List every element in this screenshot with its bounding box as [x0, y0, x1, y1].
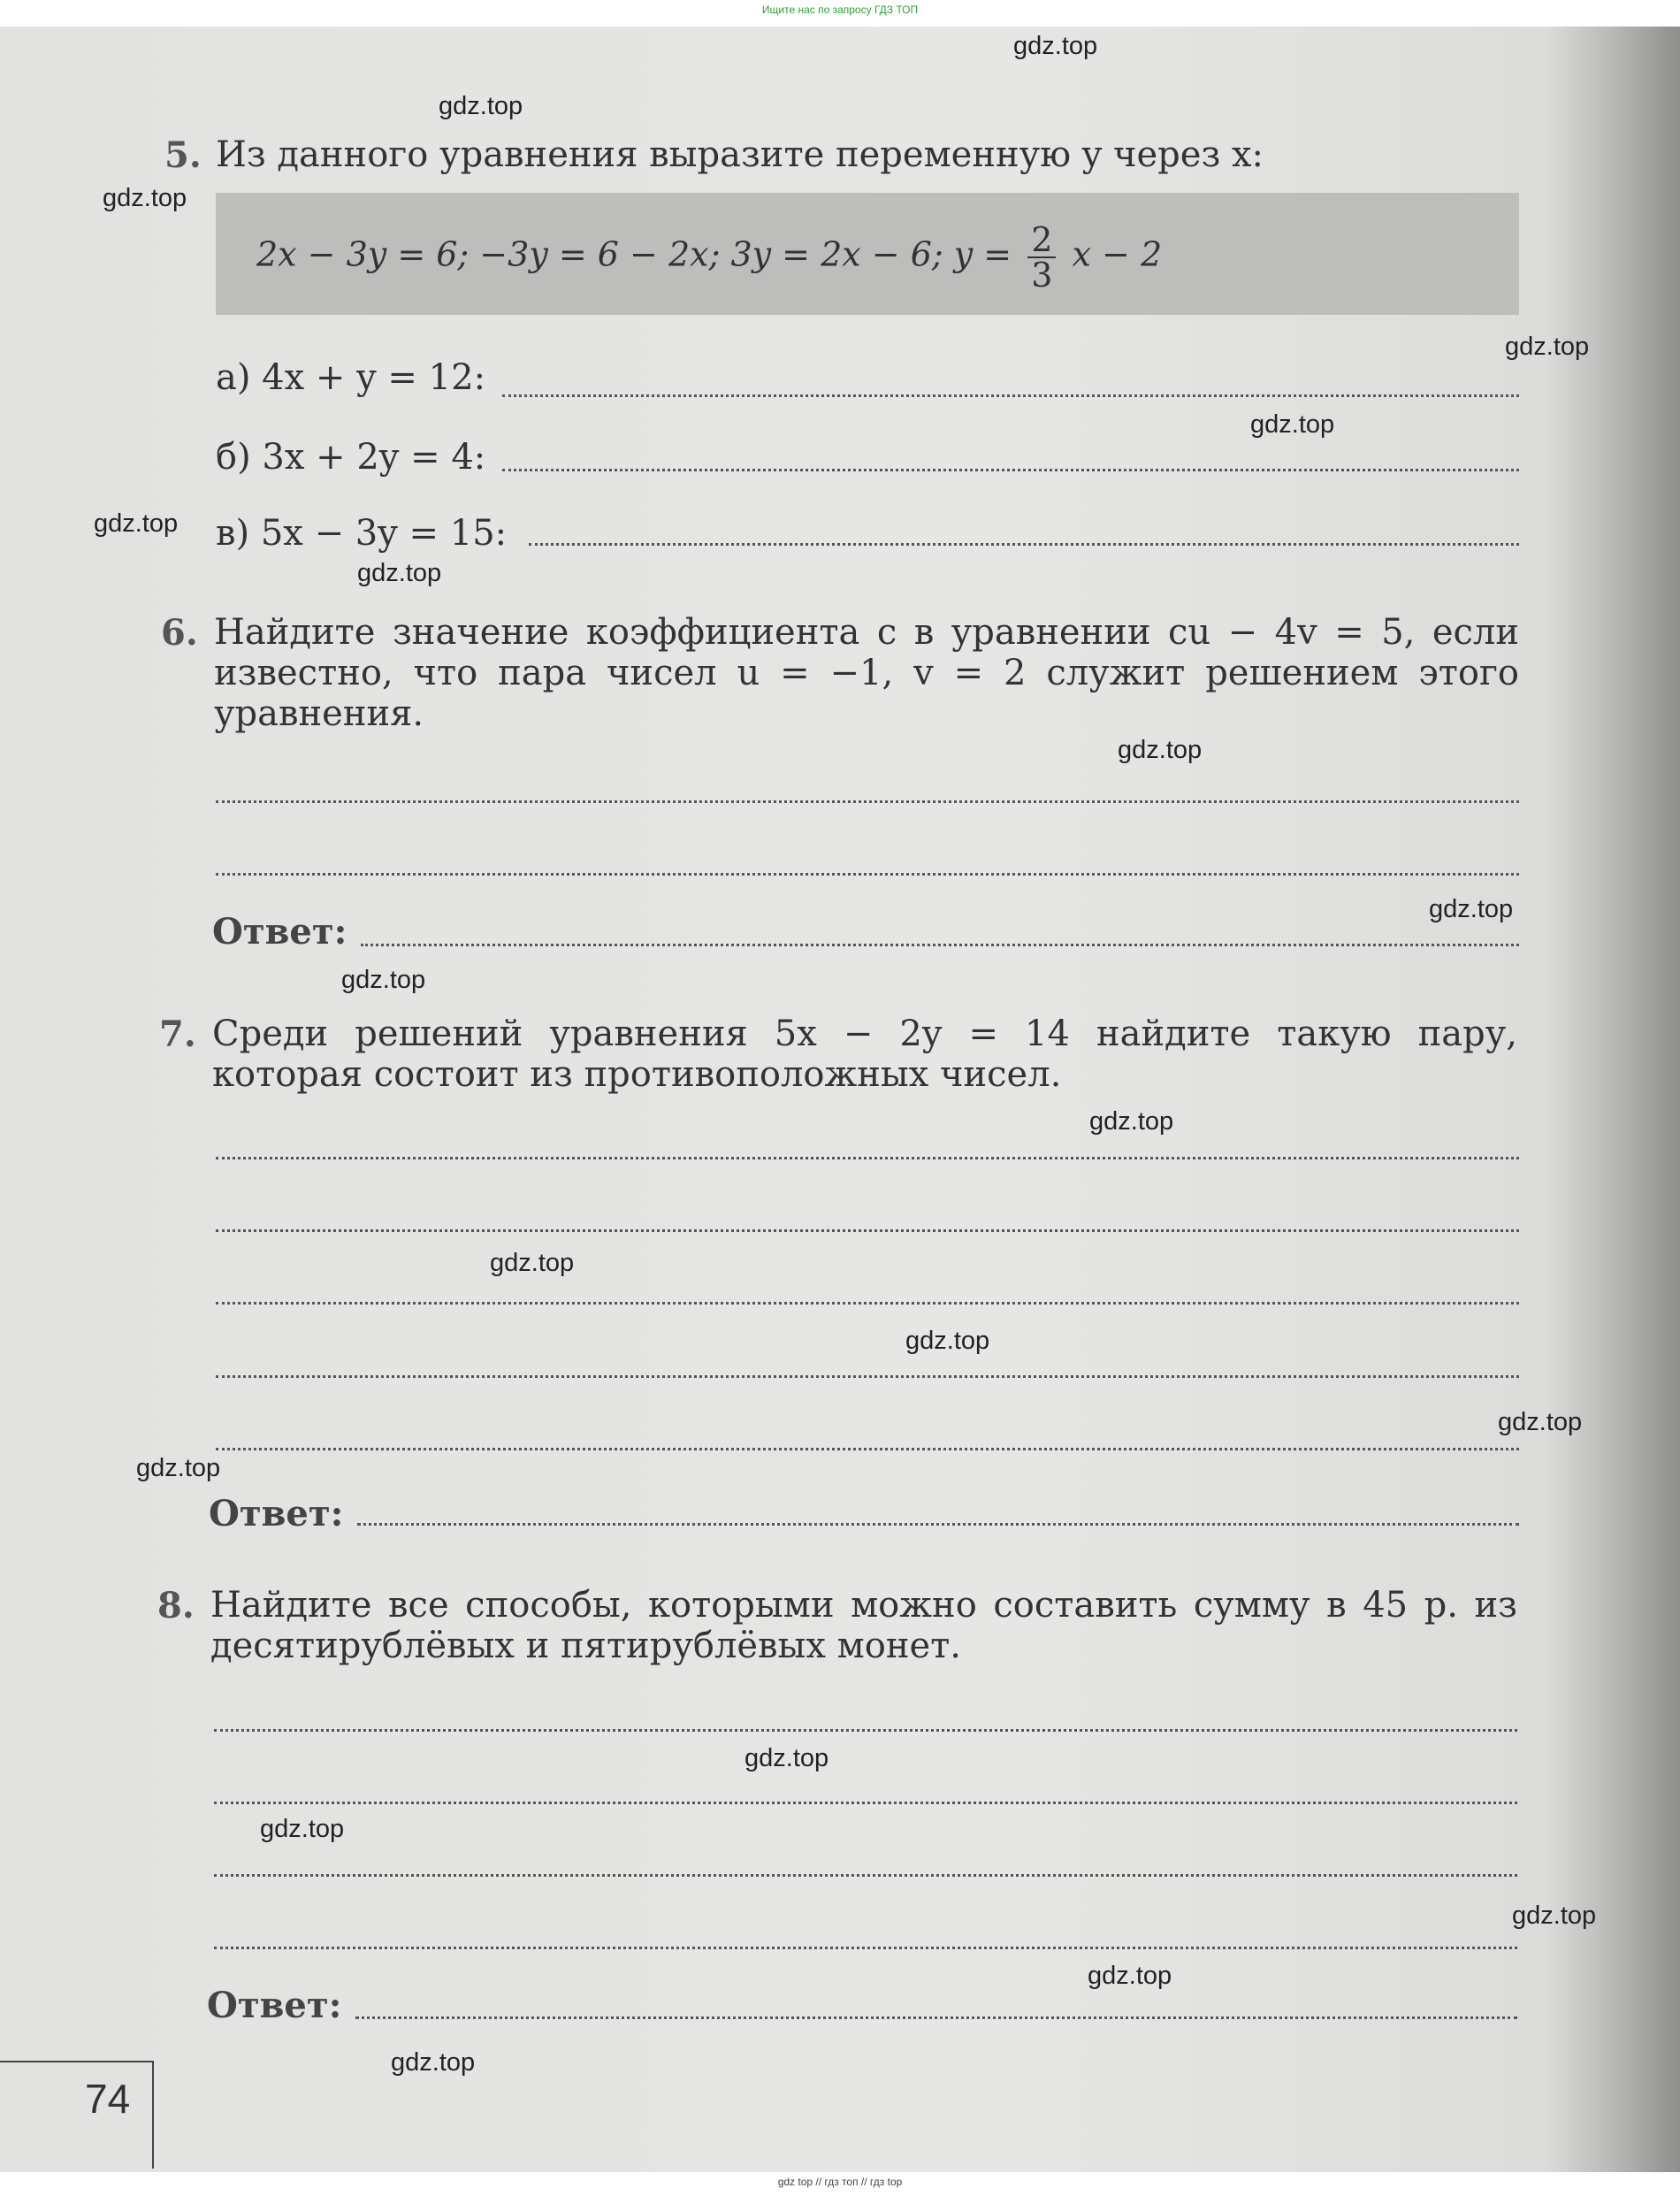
q7-answer-line-2[interactable]	[216, 1229, 1519, 1232]
watermark: gdz.top	[1088, 1962, 1172, 1990]
q8-answer-line-4[interactable]	[214, 1947, 1517, 1949]
watermark: gdz.top	[1250, 410, 1335, 439]
q7-answer-line-1[interactable]	[216, 1157, 1519, 1159]
watermark: gdz.top	[1512, 1901, 1597, 1930]
q5-example-fraction	[1027, 220, 1056, 295]
workbook-page	[0, 27, 1680, 2172]
q5-text: Из данного уравнения выразите переменную y через x:	[216, 134, 1264, 175]
q5-example-tail: x − 2	[1072, 234, 1163, 274]
watermark: gdz.top	[1505, 333, 1590, 361]
q7-number: 7.	[159, 1014, 196, 1055]
bottom-banner[interactable]: gdz top // гдз топ // гдз top	[777, 2176, 903, 2188]
q8-answer-label: Ответ:	[207, 1985, 342, 2026]
watermark: gdz.top	[1013, 32, 1098, 60]
q5-sub-c-answer-line[interactable]	[529, 543, 1519, 546]
q7-answer-field[interactable]	[357, 1523, 1519, 1526]
q5-sub-a: а) 4x + y = 12:	[216, 357, 486, 398]
watermark: gdz.top	[490, 1249, 575, 1277]
q6-number: 6.	[161, 612, 198, 654]
q8-answer-line-2[interactable]	[214, 1802, 1517, 1804]
q5-sub-b: б) 3x + 2y = 4:	[216, 437, 486, 478]
q8-text: Найдите все способы, которыми можно составить сумму в 45 р. из десятирублёвых и пятирублёвых монет.	[210, 1585, 1517, 1666]
watermark: gdz.top	[391, 2048, 476, 2077]
q5-example	[256, 220, 1163, 295]
q8-answer-line-1[interactable]	[214, 1729, 1517, 1732]
q5-number: 5.	[164, 134, 202, 176]
page-number: 74	[85, 2076, 131, 2122]
watermark: gdz.top	[1429, 895, 1514, 923]
q6-answer-line-1[interactable]	[216, 800, 1519, 803]
watermark: gdz.top	[103, 184, 187, 212]
q6-answer-label: Ответ:	[212, 911, 347, 953]
watermark: gdz.top	[341, 966, 426, 994]
watermark: gdz.top	[439, 92, 523, 120]
q5-example-main: 2x − 3y = 6; −3y = 6 − 2x; 3y = 2x − 6; y =	[256, 234, 1012, 274]
q5-sub-c: в) 5x − 3y = 15:	[216, 513, 508, 554]
q8-number: 8.	[157, 1585, 195, 1626]
q6-answer-line-2[interactable]	[216, 873, 1519, 876]
page-number-frame	[0, 2061, 154, 2169]
q7-answer-line-3[interactable]	[216, 1302, 1519, 1305]
q7-answer-line-5[interactable]	[216, 1448, 1519, 1450]
watermark: gdz.top	[1498, 1408, 1583, 1436]
q8-answer-line-3[interactable]	[214, 1874, 1517, 1877]
q5-fraction-numerator: 2	[1027, 223, 1056, 258]
top-banner[interactable]: Ищите нас по запросу ГДЗ ТОП	[761, 4, 919, 16]
watermark: gdz.top	[1089, 1107, 1174, 1136]
watermark: gdz.top	[1118, 736, 1203, 764]
watermark: gdz.top	[94, 509, 179, 538]
q7-answer-line-4[interactable]	[216, 1375, 1519, 1378]
q5-sub-b-answer-line[interactable]	[502, 469, 1519, 471]
q5-sub-a-answer-line[interactable]	[502, 394, 1519, 397]
watermark: gdz.top	[136, 1454, 221, 1482]
q8-answer-field[interactable]	[355, 2016, 1517, 2019]
watermark: gdz.top	[905, 1327, 990, 1355]
watermark: gdz.top	[357, 559, 442, 587]
watermark: gdz.top	[745, 1744, 829, 1772]
q7-answer-label: Ответ:	[209, 1493, 344, 1534]
q6-text: Найдите значение коэффициента c в уравнении cu − 4v = 5, если известно, что пара чисел u = −1, v = 2 служит решением этого уравнения.	[214, 612, 1519, 734]
q6-answer-field[interactable]	[361, 944, 1519, 946]
watermark: gdz.top	[260, 1815, 345, 1843]
q7-text: Среди решений уравнения 5x − 2y = 14 найдите такую пару, которая состоит из противоположных чисел.	[212, 1014, 1517, 1095]
q5-fraction-denominator: 3	[1031, 256, 1053, 295]
